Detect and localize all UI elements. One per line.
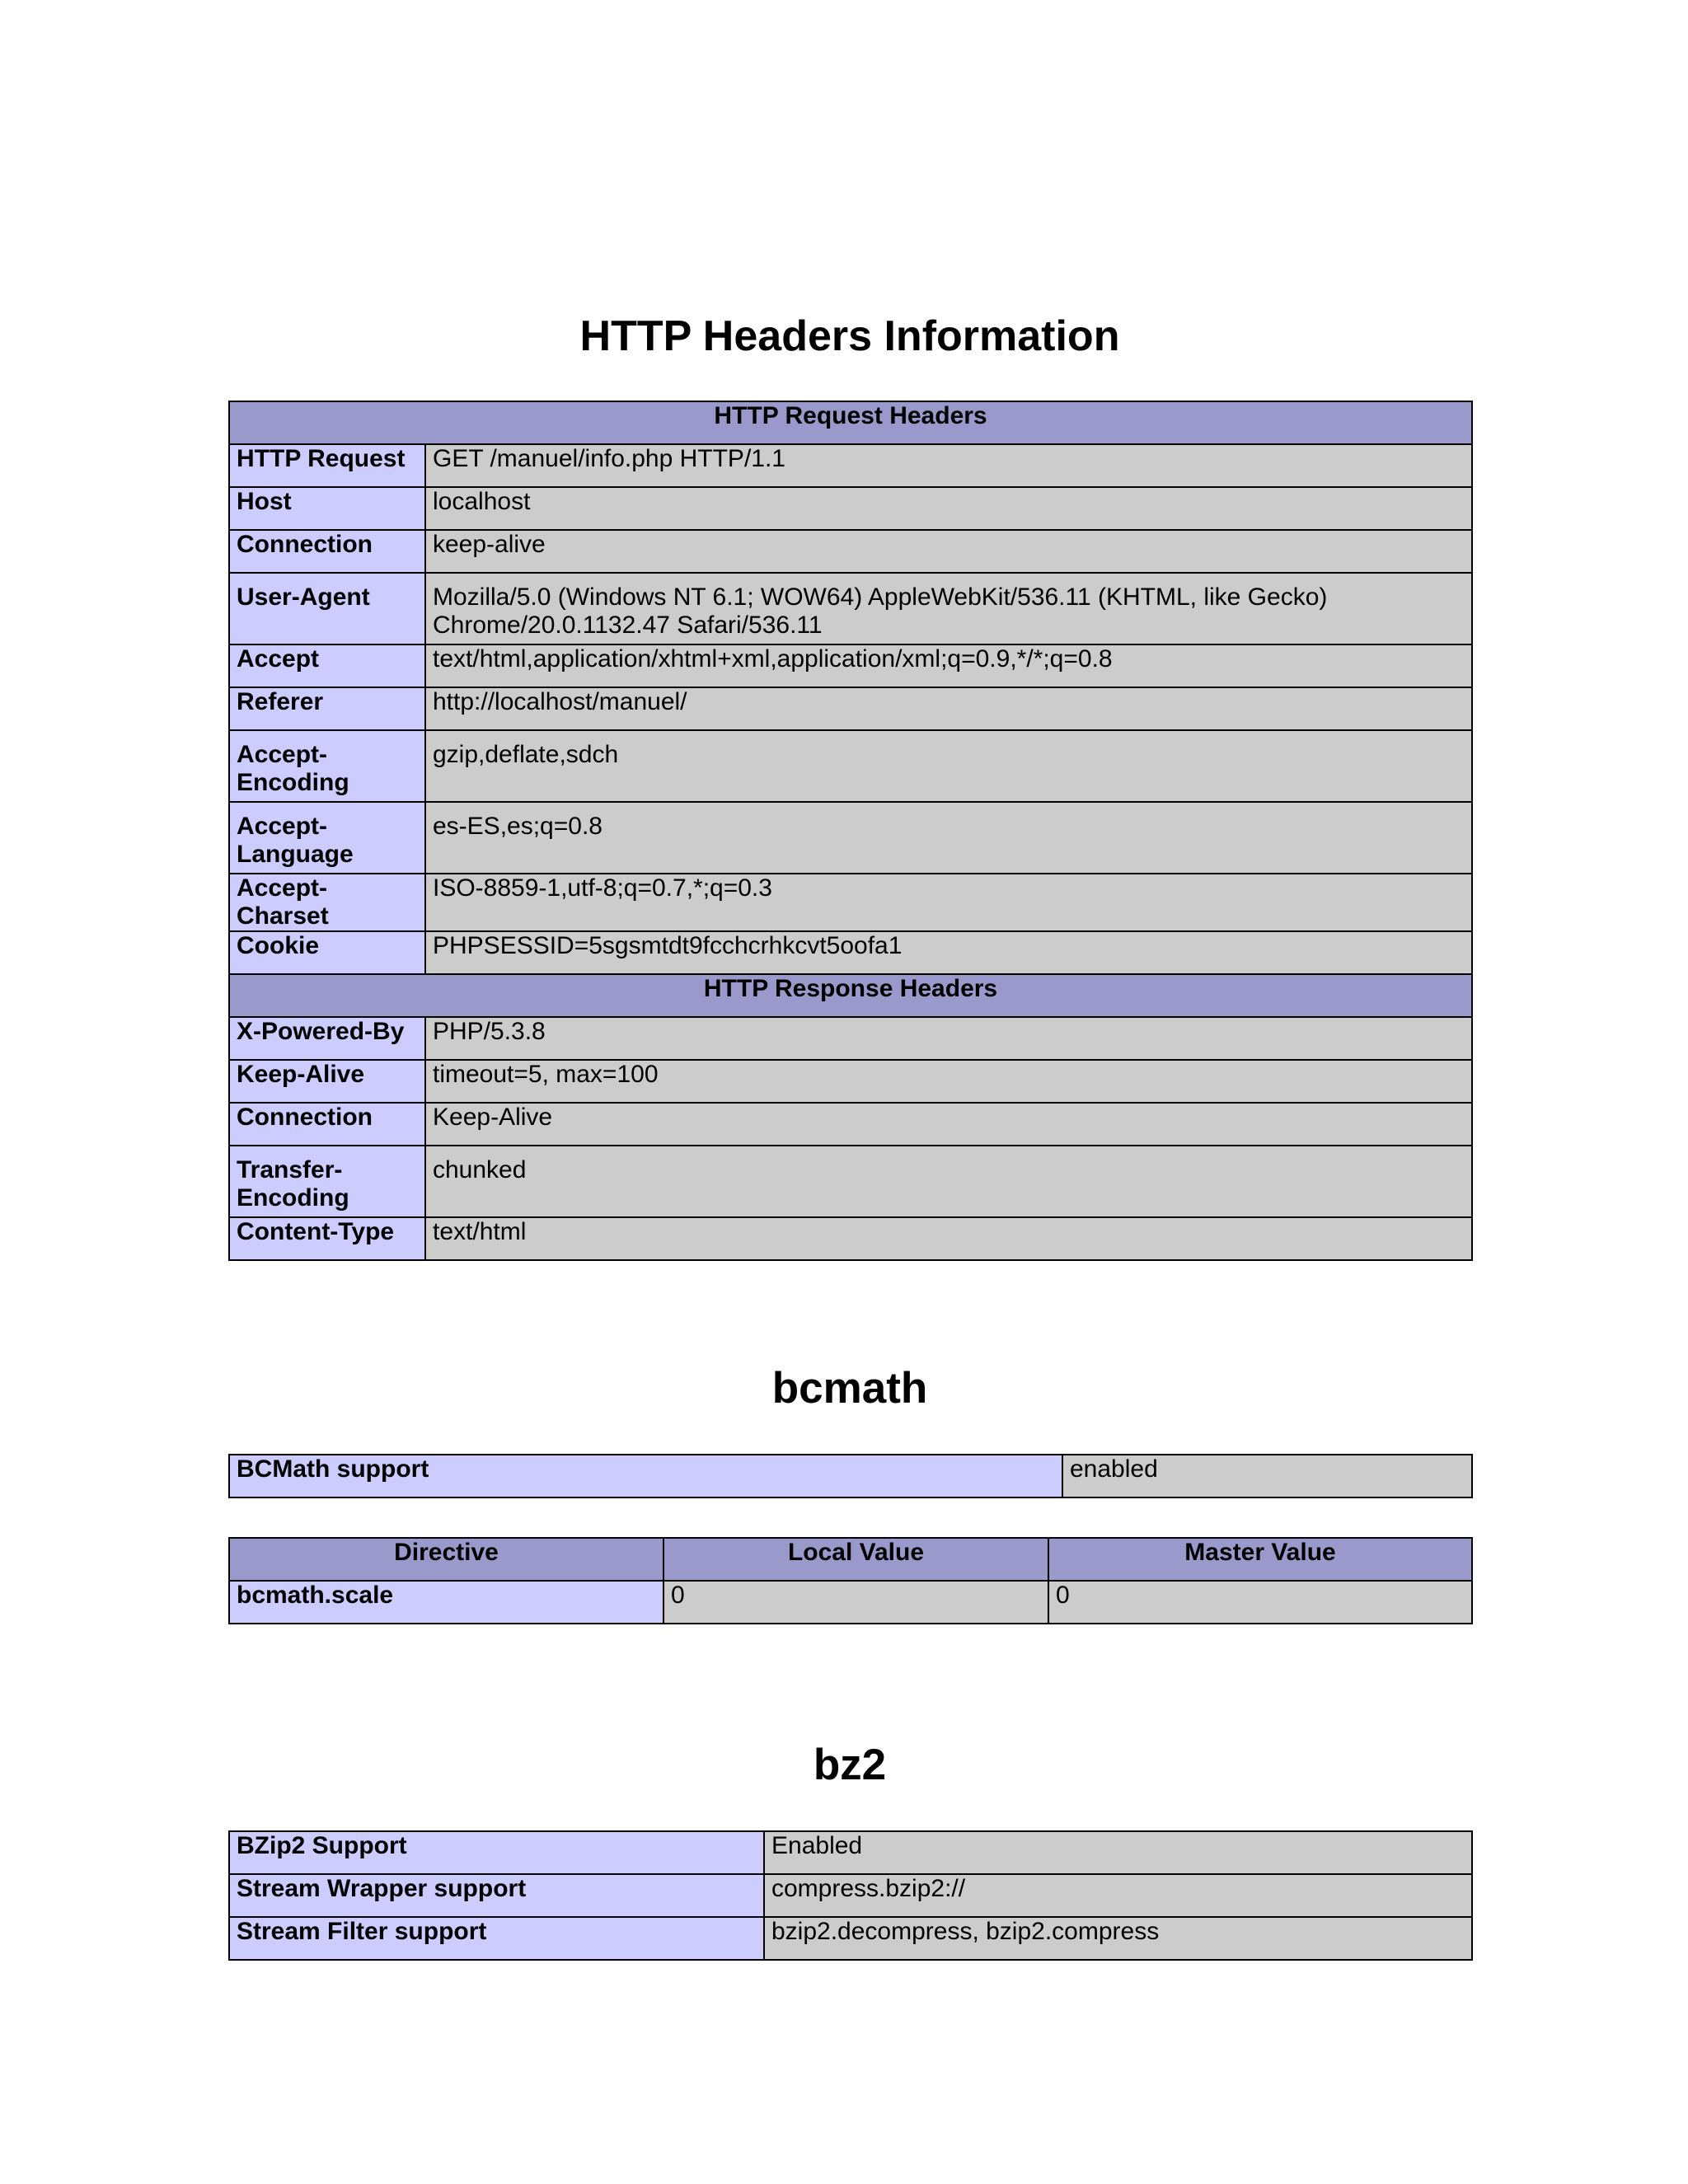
table-row: [229, 730, 1472, 802]
bz2-row-value: bzip2.decompress, bzip2.compress: [764, 1917, 1472, 1960]
bz2-row-label: Stream Wrapper support: [229, 1874, 764, 1917]
directive-local-value: 0: [663, 1581, 1048, 1624]
table-row: [229, 687, 1472, 730]
bz2-table: [228, 1830, 1473, 1961]
table-row: [229, 444, 1472, 487]
header-value: timeout=5, max=100: [425, 1060, 1472, 1103]
header-name: Accept: [229, 644, 425, 687]
http-headers-title: HTTP Headers Information: [579, 312, 1120, 360]
response-section-header: HTTP Response Headers: [229, 974, 1472, 1017]
directive-header-row: [229, 1538, 1472, 1581]
master-value-column-header: Master Value: [1048, 1538, 1472, 1581]
header-name: Content-Type: [229, 1217, 425, 1260]
bz2-title: bz2: [813, 1741, 887, 1789]
header-name: Transfer-Encoding: [229, 1146, 425, 1217]
bcmath-support-value: enabled: [1062, 1455, 1472, 1497]
directive-column-header: Directive: [229, 1538, 663, 1581]
directive-master-value: 0: [1048, 1581, 1472, 1624]
header-value: http://localhost/manuel/: [425, 687, 1472, 730]
bz2-row-value: Enabled: [764, 1831, 1472, 1874]
header-value: ISO-8859-1,utf-8;q=0.7,*;q=0.3: [425, 874, 1472, 931]
header-value: GET /manuel/info.php HTTP/1.1: [425, 444, 1472, 487]
header-value: text/html,application/xhtml+xml,application/xml;q=0.9,*/*;q=0.8: [425, 644, 1472, 687]
header-value: PHP/5.3.8: [425, 1017, 1472, 1060]
local-value-column-header: Local Value: [663, 1538, 1048, 1581]
table-row: [229, 1831, 1472, 1874]
header-name: User-Agent: [229, 573, 425, 644]
table-row: [229, 1060, 1472, 1103]
header-name: Connection: [229, 1103, 425, 1146]
bcmath-support-table: [228, 1454, 1473, 1498]
http-headers-table: [228, 401, 1473, 1261]
table-row: [229, 1874, 1472, 1917]
header-name: Accept-Language: [229, 802, 425, 874]
bz2-row-label: Stream Filter support: [229, 1917, 764, 1960]
table-row: [229, 573, 1472, 644]
request-section-row: [229, 401, 1472, 444]
directive-name: bcmath.scale: [229, 1581, 663, 1624]
request-section-header: HTTP Request Headers: [229, 401, 1472, 444]
header-name: Cookie: [229, 931, 425, 974]
table-row: [229, 1017, 1472, 1060]
header-value: PHPSESSID=5sgsmtdt9fcchcrhkcvt5oofa1: [425, 931, 1472, 974]
header-name: Keep-Alive: [229, 1060, 425, 1103]
response-section-row: [229, 974, 1472, 1017]
header-name: Accept-Charset: [229, 874, 425, 931]
table-row: [229, 1146, 1472, 1217]
header-value: es-ES,es;q=0.8: [425, 802, 1472, 874]
bz2-row-label: BZip2 Support: [229, 1831, 764, 1874]
bcmath-support-label: BCMath support: [229, 1455, 1062, 1497]
header-value: gzip,deflate,sdch: [425, 730, 1472, 802]
table-row: [229, 1917, 1472, 1960]
table-row: [229, 1103, 1472, 1146]
table-row: [229, 931, 1472, 974]
header-value: Keep-Alive: [425, 1103, 1472, 1146]
header-value: keep-alive: [425, 530, 1472, 573]
header-value: chunked: [425, 1146, 1472, 1217]
bcmath-directives-table: [228, 1537, 1473, 1624]
header-name: Referer: [229, 687, 425, 730]
header-name: X-Powered-By: [229, 1017, 425, 1060]
header-name: Connection: [229, 530, 425, 573]
bcmath-title: bcmath: [771, 1364, 928, 1413]
table-row: [229, 1581, 1472, 1624]
table-row: [229, 530, 1472, 573]
table-row: [229, 802, 1472, 874]
bz2-row-value: compress.bzip2://: [764, 1874, 1472, 1917]
table-row: [229, 1217, 1472, 1260]
header-name: HTTP Request: [229, 444, 425, 487]
header-name: Host: [229, 487, 425, 530]
header-name: Accept-Encoding: [229, 730, 425, 802]
table-row: [229, 644, 1472, 687]
header-value: text/html: [425, 1217, 1472, 1260]
table-row: [229, 1455, 1472, 1497]
table-row: [229, 874, 1472, 931]
table-row: [229, 487, 1472, 530]
header-value: localhost: [425, 487, 1472, 530]
header-value: Mozilla/5.0 (Windows NT 6.1; WOW64) AppleWebKit/536.11 (KHTML, like Gecko) Chrome/20.0.1132.47 Safari/536.11: [425, 573, 1472, 644]
